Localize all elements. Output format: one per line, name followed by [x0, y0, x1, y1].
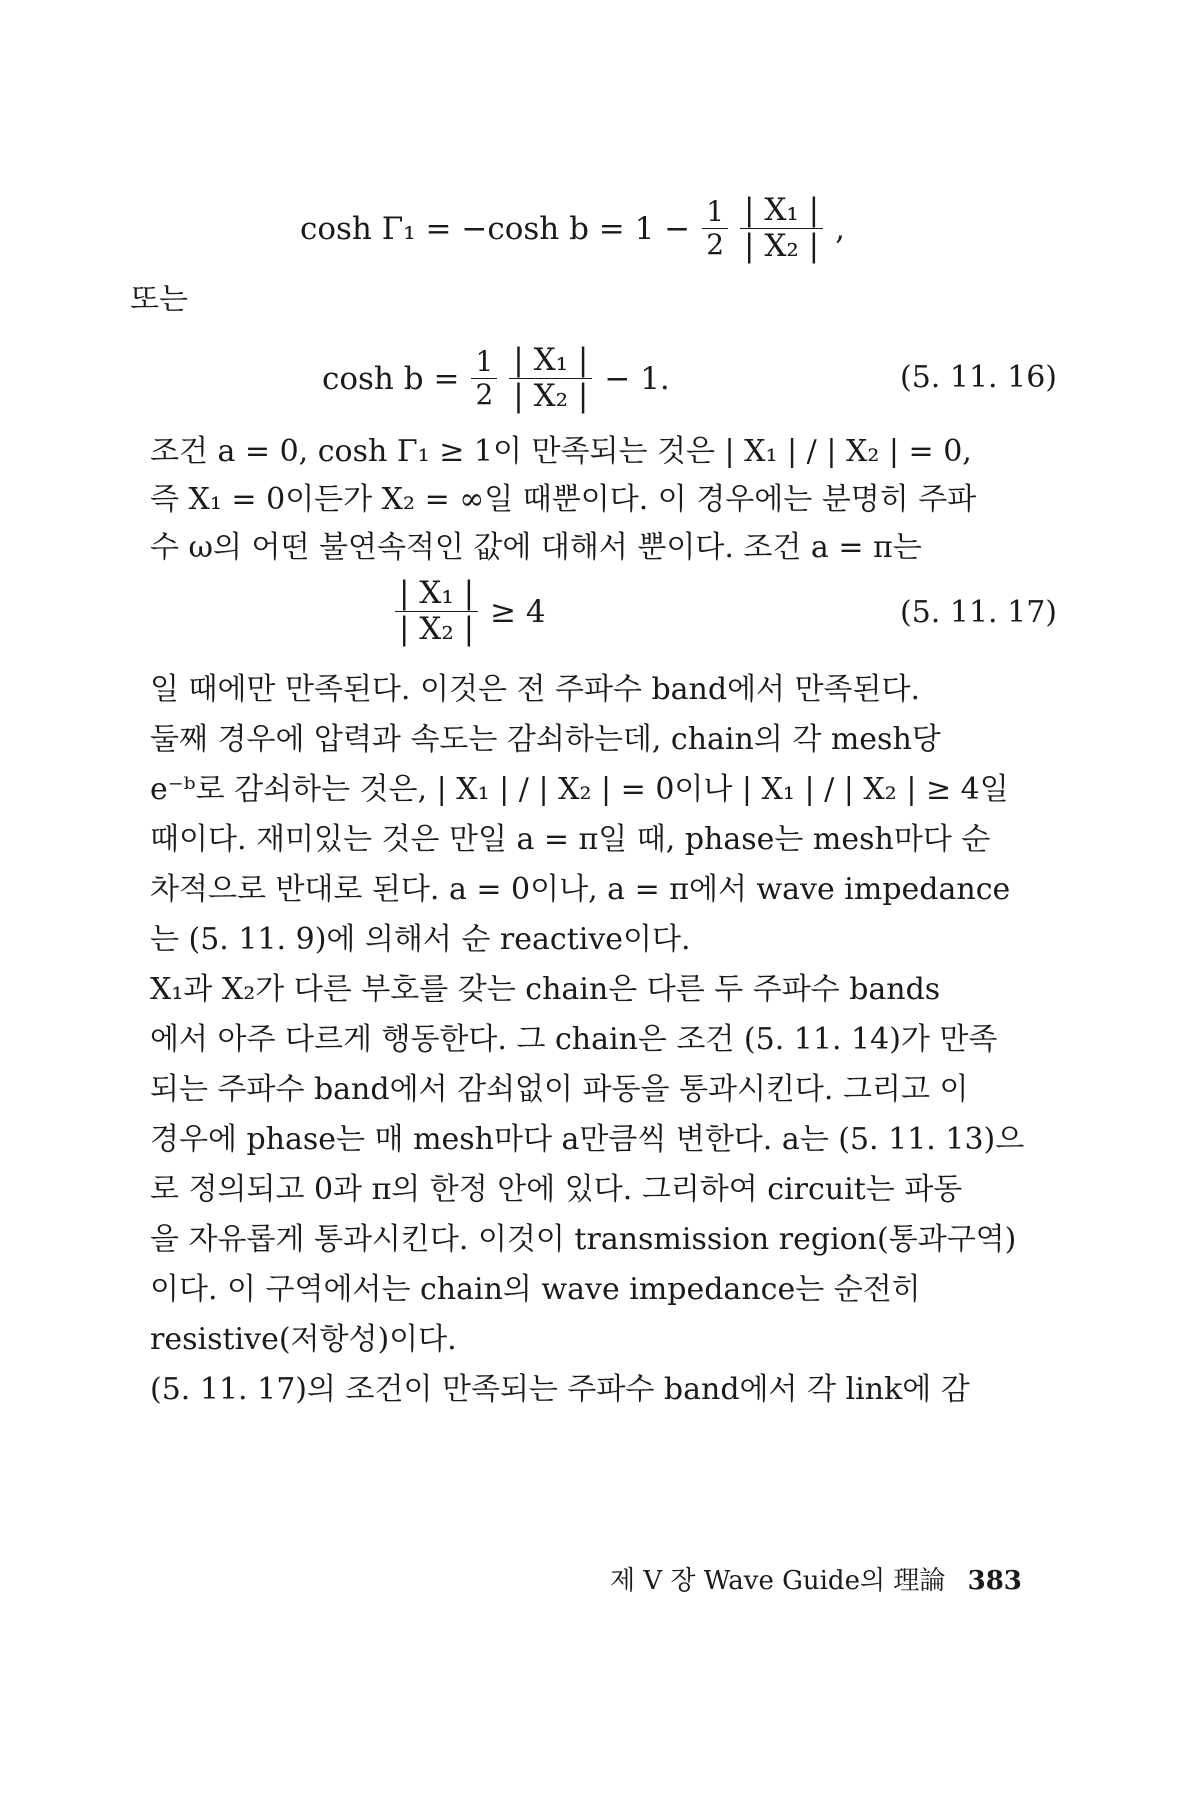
text-line: resistive(저항성)이다. [150, 1322, 457, 1357]
text-line: 차적으로 반대로 된다. a = 0이나, a = π에서 wave impedance [150, 872, 1011, 907]
text-line: 수 ω의 어떤 불연속적인 값에 대해서 뿐이다. 조건 a = π는 [150, 530, 922, 565]
equation-1-lhs: cosh Γ₁ = −cosh b = 1 − [300, 210, 691, 247]
text-line: X₁과 X₂가 다른 부호를 갖는 chain은 다른 두 주파수 bands [150, 972, 941, 1007]
connector-text: 또는 [130, 282, 188, 317]
equation-2-number: (5. 11. 16) [900, 360, 1057, 395]
page-number: 383 [967, 1566, 1022, 1596]
text-line: 이다. 이 구역에서는 chain의 wave impedance는 순전히 [150, 1272, 921, 1307]
text-line: 을 자유롭게 통과시킨다. 이것이 transmission region(통과구역) [150, 1222, 1017, 1257]
text-line: 때이다. 재미있는 것은 만일 a = π일 때, phase는 mesh마다 순 [150, 822, 991, 857]
chapter-title: 제 Ⅴ 장 Wave Guide의 理論 [610, 1566, 946, 1596]
equation-2-trail: − 1. [604, 360, 670, 397]
text-line: 에서 아주 다르게 행동한다. 그 chain은 조건 (5. 11. 14)가 만족 [150, 1022, 998, 1057]
text-line: 되는 주파수 band에서 감쇠없이 파동을 통과시킨다. 그리고 이 [150, 1072, 969, 1107]
equation-2-half: $\frac{1}{2}$ [471, 348, 497, 409]
equation-1 [300, 192, 845, 264]
equation-3 [395, 575, 546, 647]
text-line: 경우에 phase는 매 mesh마다 a만큼씩 변한다. a는 (5. 11. 13)으 [150, 1122, 1025, 1157]
equation-3-number: (5. 11. 17) [900, 595, 1057, 630]
text-line: (5. 11. 17)의 조건이 만족되는 주파수 band에서 각 link에 감 [150, 1372, 970, 1407]
equation-2 [322, 342, 670, 414]
text-line: 는 (5. 11. 9)에 의해서 순 reactive이다. [150, 922, 691, 957]
equation-3-trail: ≥ 4 [490, 593, 546, 630]
equation-1-ratio: $\frac{\text{| X₁ |}}{\text{| X₂ |}}$ [740, 195, 823, 262]
page-footer [610, 1560, 1022, 1597]
equation-2-ratio: $\frac{\text{| X₁ |}}{\text{| X₂ |}}$ [509, 345, 592, 412]
equation-1-trail: , [835, 210, 845, 247]
equation-2-lhs: cosh b = [322, 360, 460, 397]
text-line: 로 정의되고 0과 π의 한정 안에 있다. 그리하여 circuit는 파동 [150, 1172, 963, 1207]
equation-1-half: $\frac{1}{2}$ [702, 198, 728, 259]
text-line: 일 때에만 만족된다. 이것은 전 주파수 band에서 만족된다. [150, 672, 921, 707]
text-line: 즉 X₁ = 0이든가 X₂ = ∞일 때뿐이다. 이 경우에는 분명히 주파 [150, 482, 977, 517]
text-line: e⁻ᵇ로 감쇠하는 것은, | X₁ | / | X₂ | = 0이나 | X₁ | / | X₂ | ≥ 4일 [150, 772, 1009, 807]
equation-3-ratio: $\frac{\text{| X₁ |}}{\text{| X₂ |}}$ [395, 578, 478, 645]
text-line: 둘째 경우에 압력과 속도는 감쇠하는데, chain의 각 mesh당 [150, 722, 941, 757]
text-line: 조건 a = 0, cosh Γ₁ ≥ 1이 만족되는 것은 | X₁ | / | X₂ | = 0, [150, 434, 972, 469]
